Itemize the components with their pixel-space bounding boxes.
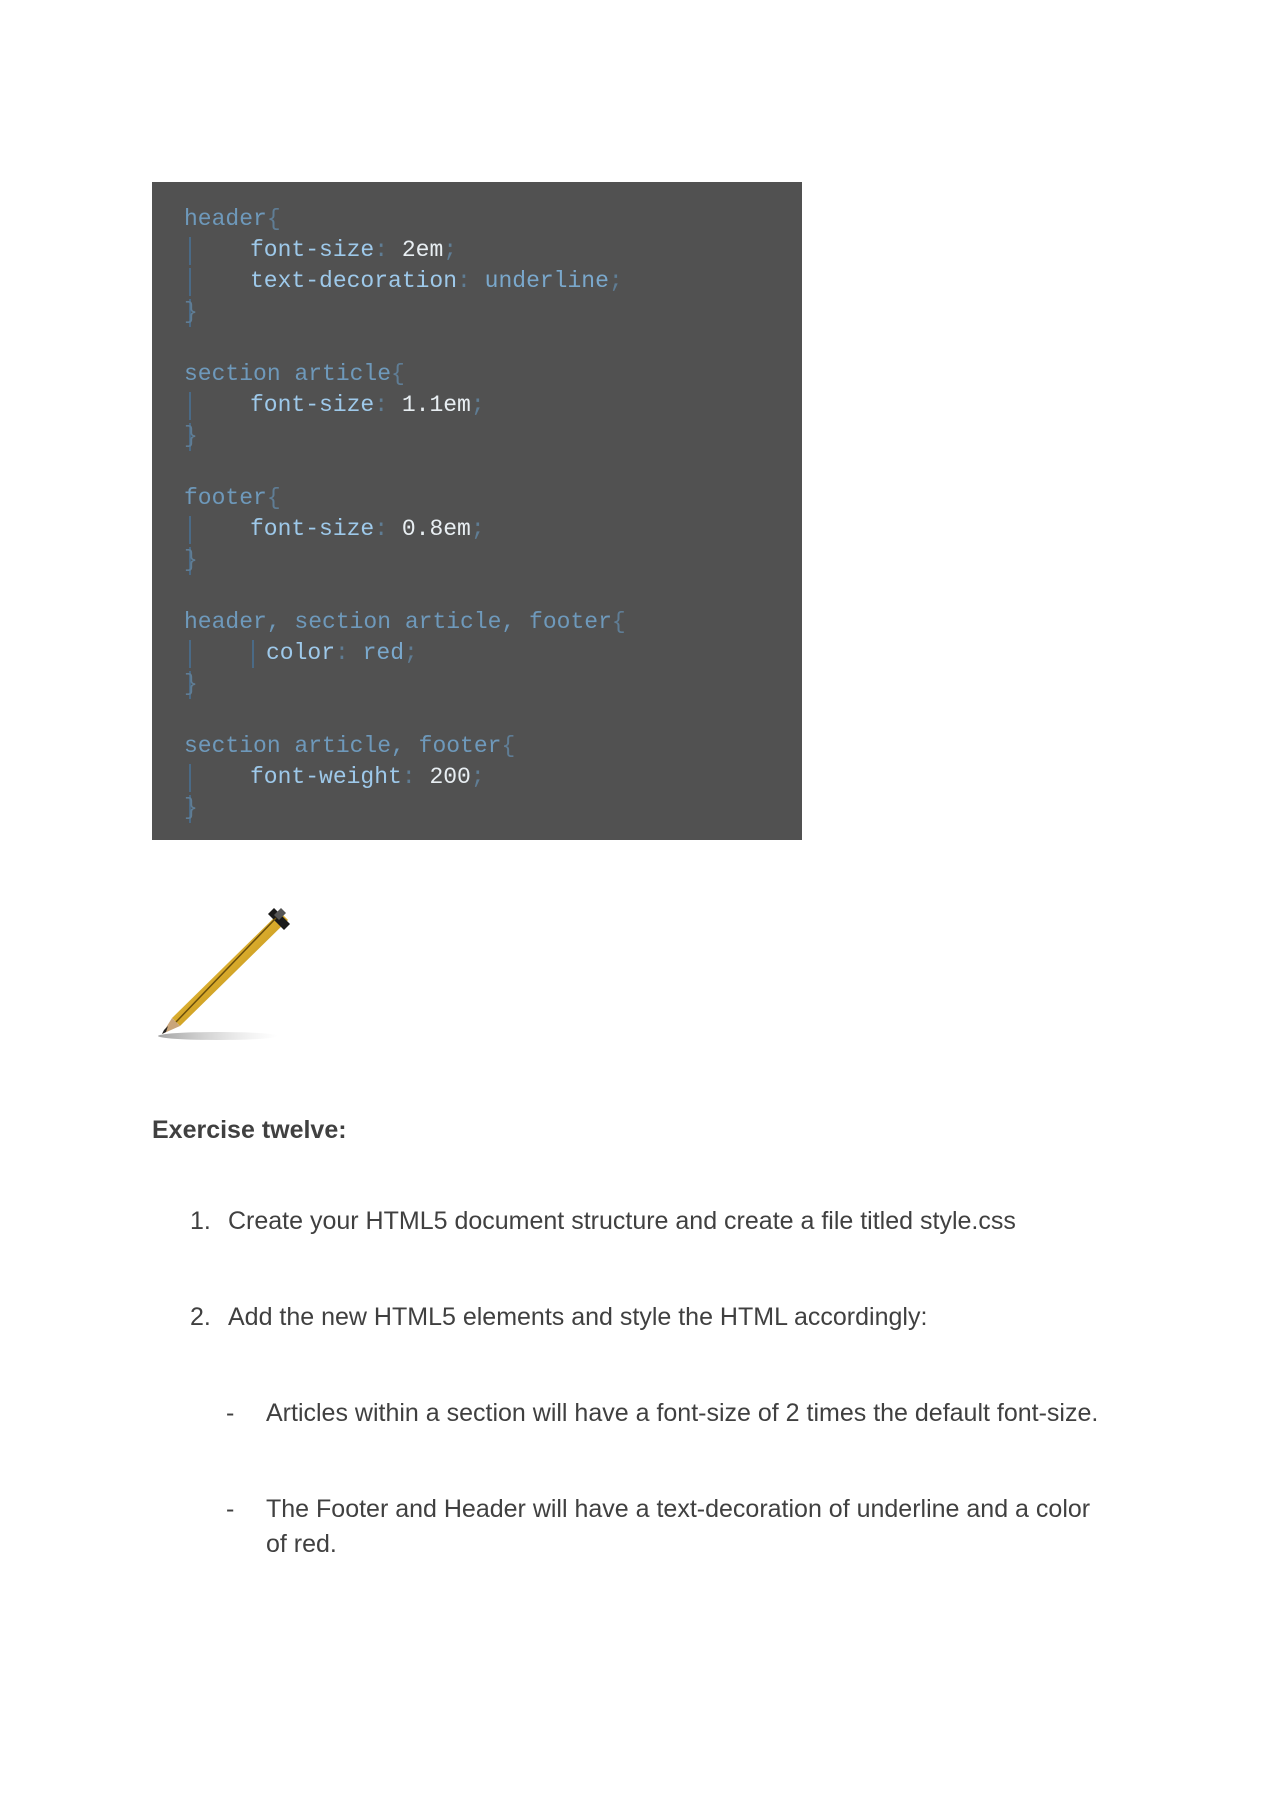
code-line bbox=[152, 452, 802, 483]
css-property: font-size bbox=[250, 392, 375, 418]
css-semicolon: ; bbox=[404, 640, 418, 666]
indent-guide bbox=[252, 640, 254, 668]
css-value: 200 bbox=[429, 764, 471, 790]
list-item-text: Articles within a section will have a font-size of 2 times the default font-size. bbox=[266, 1399, 1099, 1427]
css-property: font-size bbox=[250, 237, 375, 263]
css-brace: } bbox=[184, 795, 198, 821]
css-selector: header bbox=[184, 206, 267, 232]
css-selector: footer bbox=[184, 485, 267, 511]
css-semicolon: ; bbox=[443, 237, 458, 263]
code-text bbox=[184, 545, 198, 576]
code-line bbox=[152, 669, 802, 700]
css-brace: } bbox=[184, 299, 198, 325]
code-line bbox=[152, 638, 802, 669]
indent-guide bbox=[189, 268, 191, 296]
code-line bbox=[152, 700, 802, 731]
css-colon: : bbox=[401, 764, 430, 790]
code-line bbox=[152, 266, 802, 297]
code-text bbox=[250, 762, 485, 793]
css-value: 1.1em bbox=[401, 392, 471, 418]
indent-guide bbox=[189, 516, 191, 544]
code-snippet bbox=[152, 182, 802, 840]
code-line bbox=[152, 328, 802, 359]
list-dash: - bbox=[226, 1495, 235, 1523]
indent-guide bbox=[189, 640, 191, 668]
css-selector: header, section article, footer bbox=[184, 609, 612, 635]
css-colon: : bbox=[457, 268, 485, 294]
code-text bbox=[184, 793, 198, 824]
code-text bbox=[184, 607, 626, 638]
code-text bbox=[184, 731, 515, 762]
css-brace: { bbox=[611, 609, 626, 635]
css-brace: } bbox=[184, 547, 198, 573]
css-brace: } bbox=[184, 671, 198, 697]
code-line bbox=[152, 762, 802, 793]
list-item-text: Create your HTML5 document structure and create a file titled style.css bbox=[228, 1207, 1016, 1235]
indent-guide bbox=[189, 237, 191, 265]
pencil-icon bbox=[150, 904, 290, 1046]
css-selector: section article, footer bbox=[184, 733, 502, 759]
code-line bbox=[152, 793, 802, 824]
code-text bbox=[184, 297, 198, 328]
code-text bbox=[266, 638, 418, 669]
list-dash: - bbox=[226, 1399, 235, 1427]
code-text bbox=[184, 483, 281, 514]
code-line bbox=[152, 390, 802, 421]
css-value: 0.8em bbox=[401, 516, 471, 542]
css-brace: { bbox=[266, 485, 281, 511]
code-line bbox=[152, 731, 802, 762]
code-text bbox=[184, 359, 405, 390]
css-selector: section article bbox=[184, 361, 392, 387]
list-item-text-continued: of red. bbox=[266, 1530, 337, 1558]
css-value: underline bbox=[484, 268, 609, 294]
css-brace: { bbox=[391, 361, 405, 387]
indent-guide bbox=[189, 392, 191, 420]
code-line bbox=[152, 297, 802, 328]
code-line bbox=[152, 204, 802, 235]
code-text bbox=[250, 266, 623, 297]
code-text bbox=[250, 235, 457, 266]
code-line bbox=[152, 235, 802, 266]
css-semicolon: ; bbox=[470, 764, 485, 790]
list-item-text: Add the new HTML5 elements and style the HTML accordingly: bbox=[228, 1303, 928, 1331]
css-colon: : bbox=[374, 237, 402, 263]
css-property: font-size bbox=[250, 516, 375, 542]
css-semicolon: ; bbox=[470, 516, 485, 542]
css-value: 2em bbox=[401, 237, 444, 263]
code-text bbox=[184, 421, 198, 452]
code-line bbox=[152, 514, 802, 545]
css-brace: { bbox=[501, 733, 516, 759]
css-colon: : bbox=[335, 640, 363, 666]
list-number: 2. bbox=[190, 1303, 211, 1331]
indent-guide bbox=[189, 764, 191, 792]
code-text bbox=[184, 669, 198, 700]
css-brace: } bbox=[184, 423, 198, 449]
code-line bbox=[152, 359, 802, 390]
css-property: font-weight bbox=[250, 764, 402, 790]
css-property: text-decoration bbox=[250, 268, 458, 294]
exercise-title: Exercise twelve: bbox=[152, 1116, 347, 1144]
css-property: color bbox=[266, 640, 336, 666]
code-line bbox=[152, 483, 802, 514]
code-text bbox=[250, 390, 485, 421]
code-line bbox=[152, 607, 802, 638]
list-number: 1. bbox=[190, 1207, 211, 1235]
code-text bbox=[250, 514, 485, 545]
code-line bbox=[152, 421, 802, 452]
code-line bbox=[152, 576, 802, 607]
css-brace: { bbox=[266, 206, 281, 232]
css-colon: : bbox=[374, 392, 402, 418]
css-semicolon: ; bbox=[608, 268, 623, 294]
css-colon: : bbox=[374, 516, 402, 542]
css-value: red bbox=[362, 640, 405, 666]
code-line bbox=[152, 545, 802, 576]
list-item-text: The Footer and Header will have a text-decoration of underline and a color bbox=[266, 1495, 1091, 1523]
css-semicolon: ; bbox=[470, 392, 485, 418]
code-text bbox=[184, 204, 281, 235]
